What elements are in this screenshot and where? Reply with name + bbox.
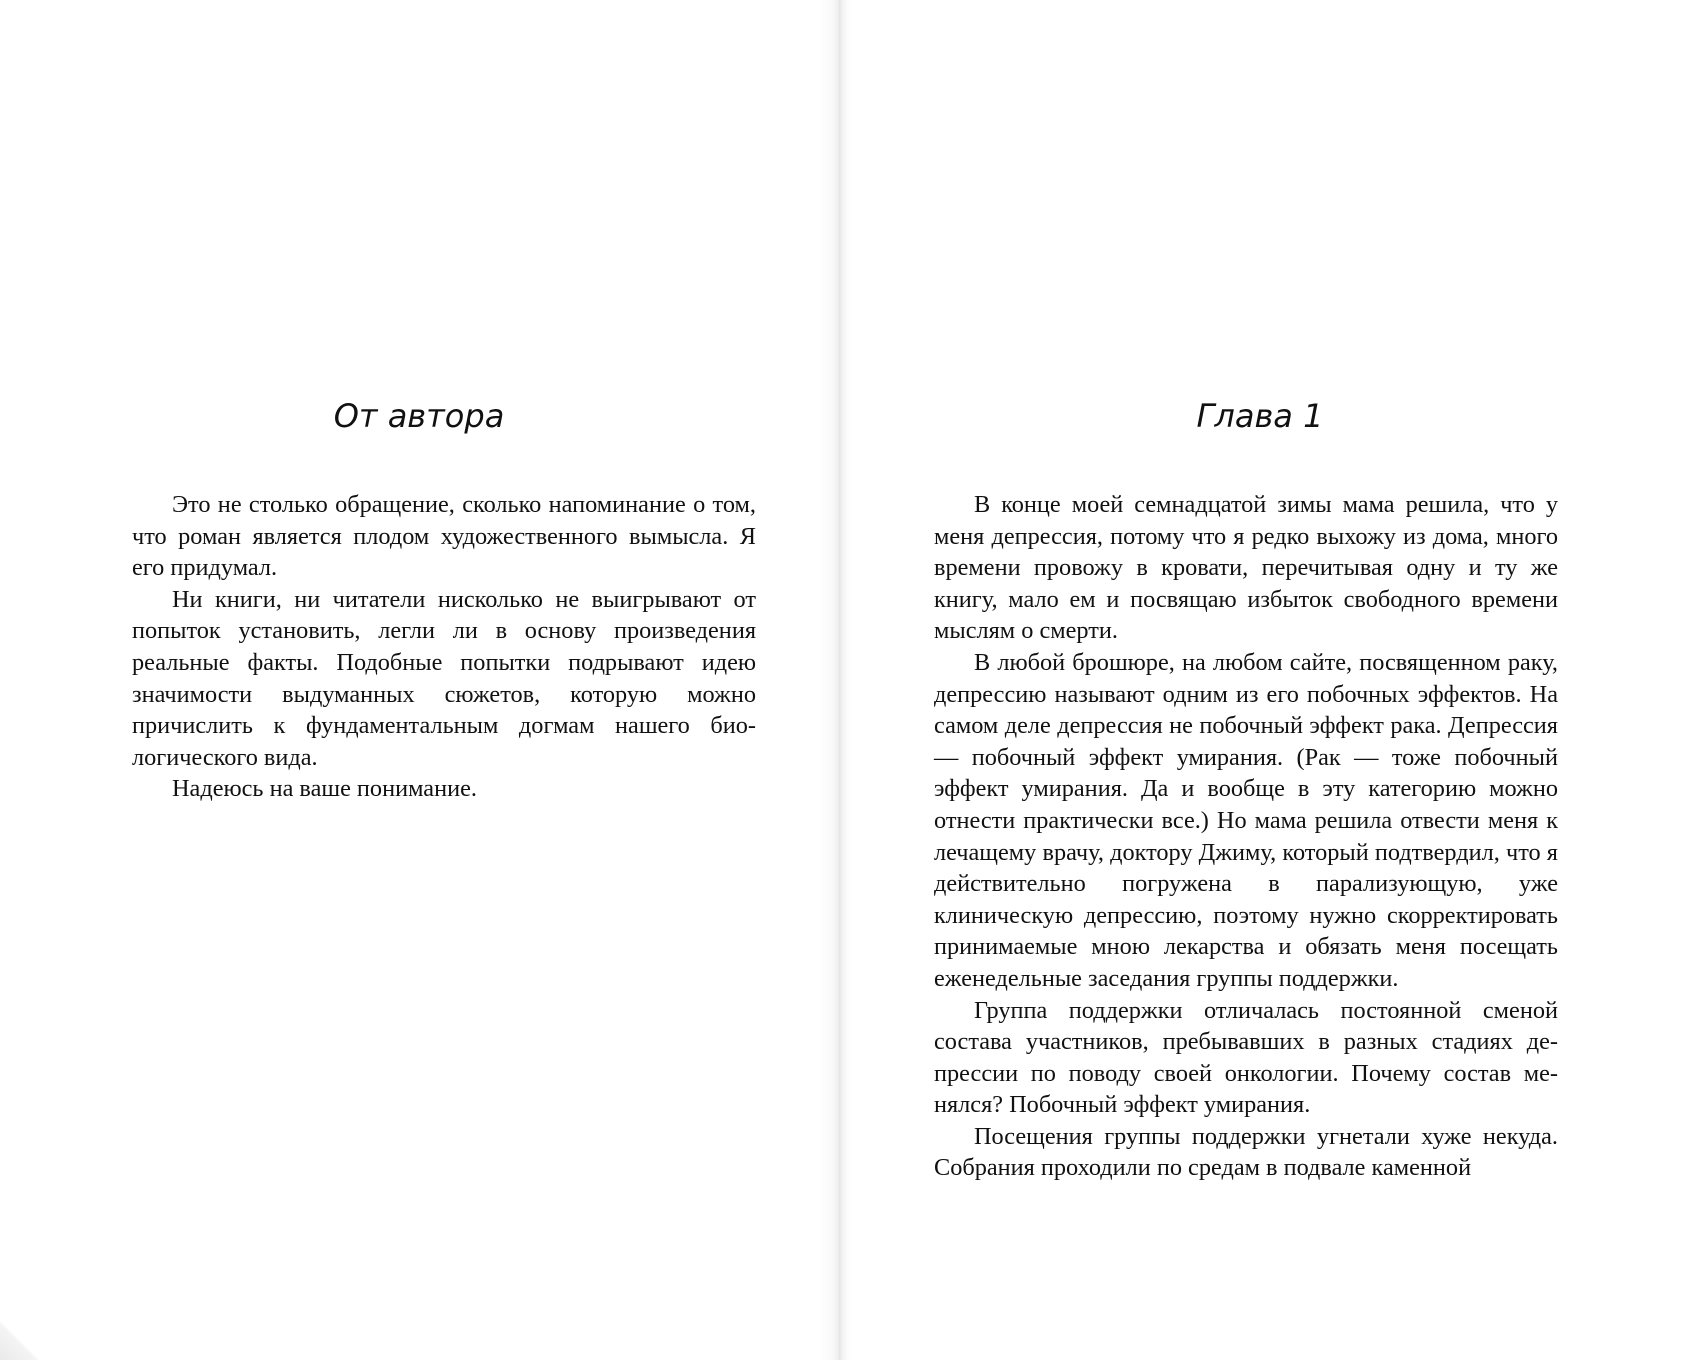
chapter-title: Глава 1 <box>1196 397 1324 435</box>
chapter-paragraph: Группа поддержки отличалась постоянной сменой состава участников, пребывавших в разных стадиях депрессии по поводу своей онкологии. Почему состав менялся? Побочный эффект умирания. <box>934 996 1558 1119</box>
chapter-paragraph: В любой брошюре, на любом сайте, посвященном раку, депрессию называют одним из его побочных эффектов. На самом деле депрессия не побочный эффект рака. Депрессия — побочный эффект умирания. (Рак — тоже побочный эффект умирания. Да и вообще в эту категорию можно отнести практически все.) Но мама решила отвести меня к лечащему врачу, доктору Джиму, который подтвердил, что я действительно погружена в парализующую, уже клиническую депрессию, поэтому нужно скорректировать принимаемые мною лекарства и обязать меня посещать еженедельные заседания группы поддержки. <box>934 648 1558 992</box>
foreword-text <box>132 489 756 805</box>
foreword-paragraph: Это не столько обращение, сколько напоминание о том, что роман является плодом художественного вымысла. Я его придумал. <box>132 491 756 582</box>
page-corner-curl <box>0 1320 40 1360</box>
right-page <box>838 0 1682 1360</box>
chapter-text <box>934 489 1558 1184</box>
chapter-paragraph: Посещения группы поддержки угнетали хуже некуда. Собрания проходили по средам в подвале каменной <box>934 1122 1558 1182</box>
foreword-paragraph: Ни книги, ни читатели нисколько не выигрывают от попыток установить, легли ли в основу произведения реальные факты. Подобные попытки подрывают идею значимости выдуманных сюжетов, которую можно причислить к фундаментальным догмам нашего биологического вида. <box>132 585 756 771</box>
left-page <box>0 0 838 1360</box>
foreword-title: От автора <box>333 397 505 435</box>
foreword-paragraph: Надеюсь на ваше понимание. <box>172 775 477 803</box>
chapter-paragraph: В конце моей семнадцатой зимы мама решила, что у меня депрессия, потому что я редко выхожу из дома, много времени провожу в кровати, перечитывая одну и ту же книгу, мало ем и посвящаю избыток свободного времени мыслям о смерти. <box>934 491 1558 645</box>
